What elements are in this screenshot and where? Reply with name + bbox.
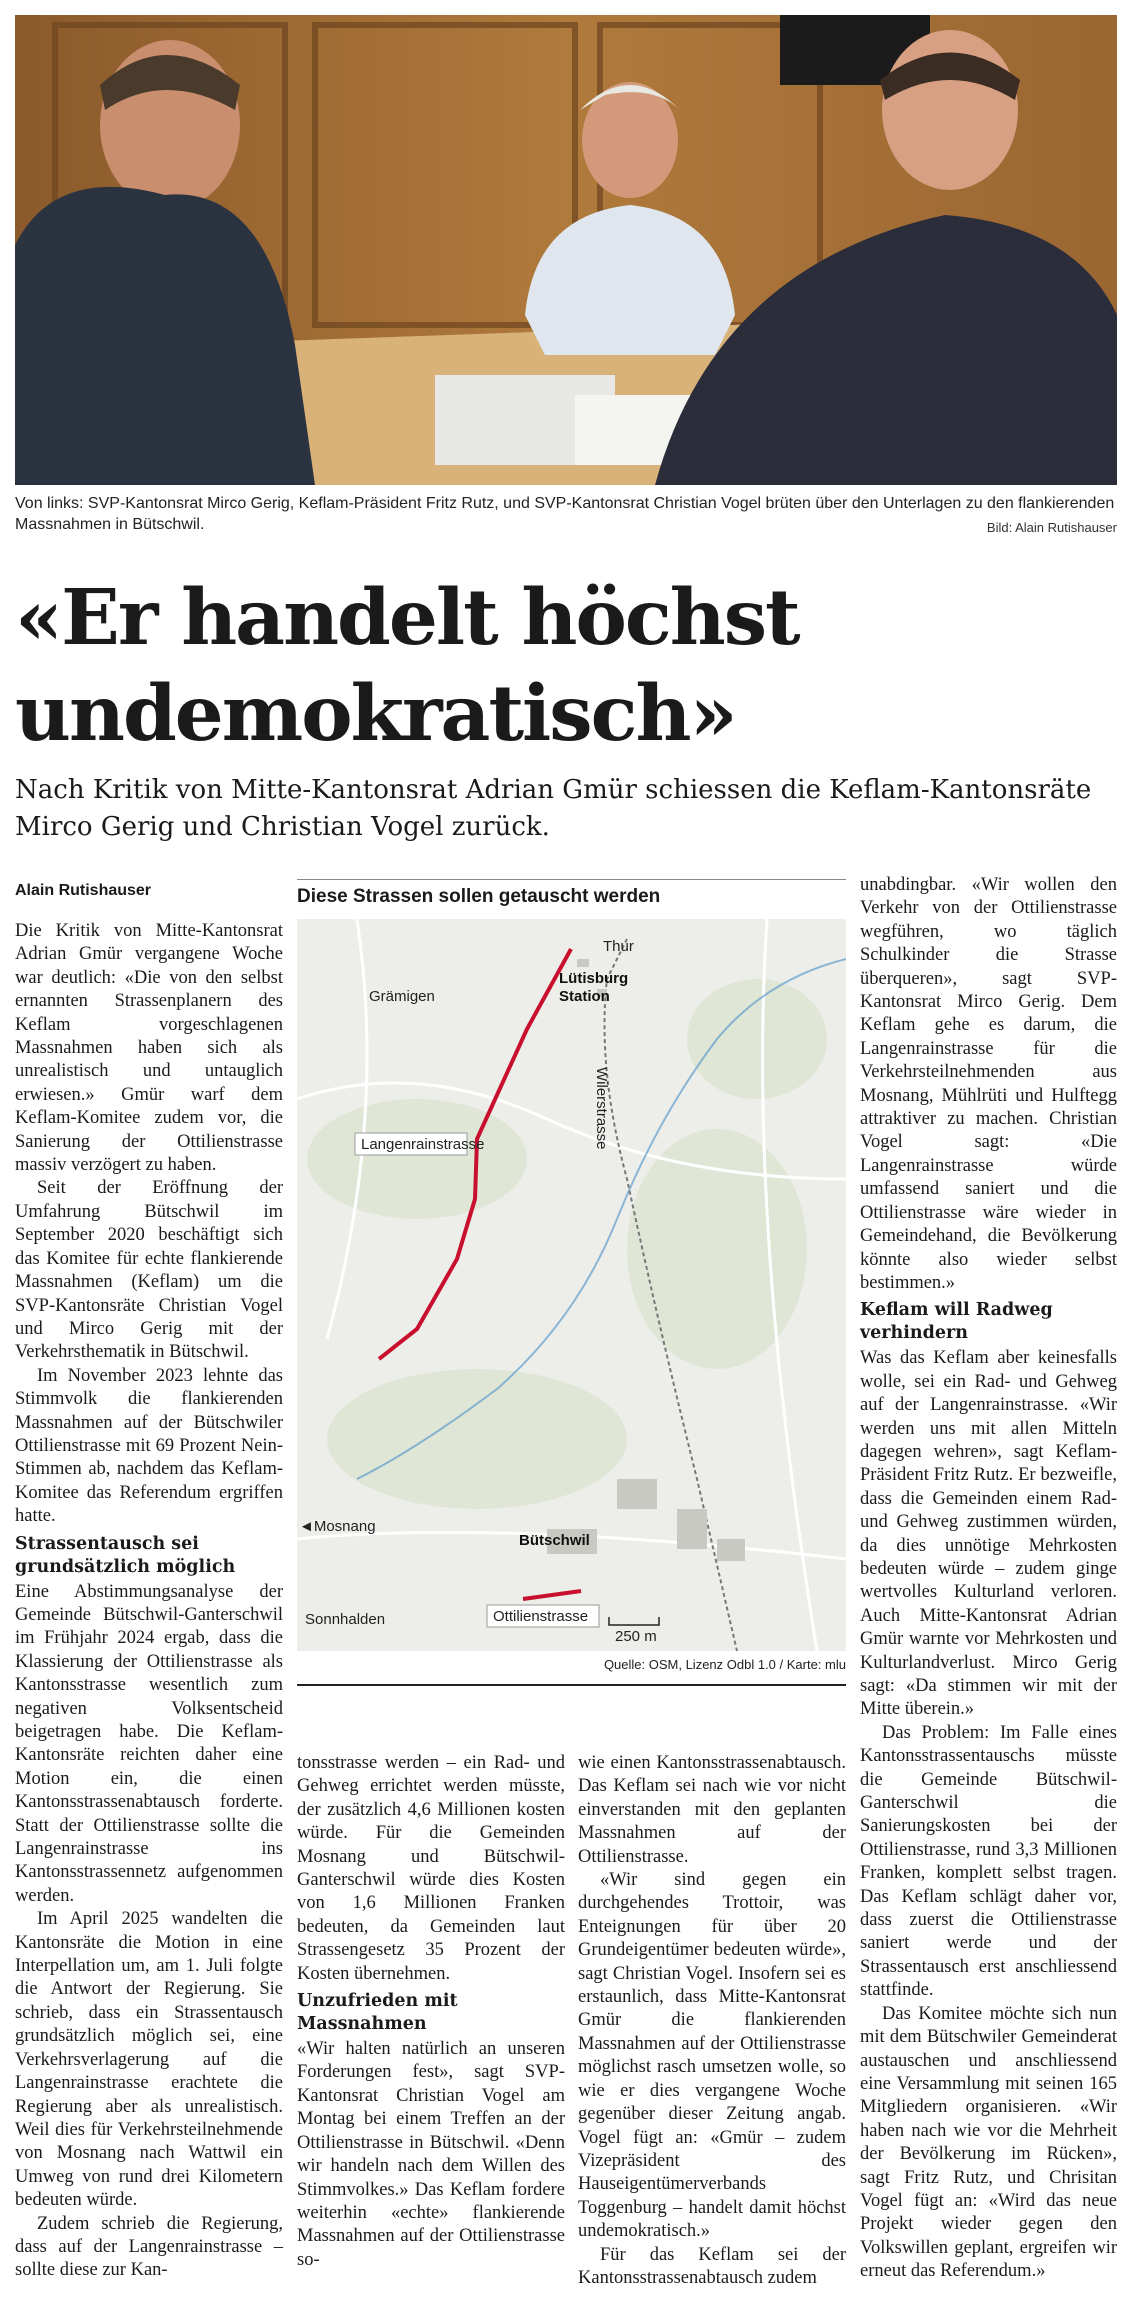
subheading: Unzufrieden mit Massnahmen <box>297 1991 458 2035</box>
label-wilerstrasse: Wilerstrasse <box>593 1067 610 1150</box>
label-luetisburg: Lütisburg <box>559 970 629 987</box>
paragraph: «Wir halten natürlich an unseren Forderungen fest», sagt SVP-Kantonsrat Christian Vogel am Montag bei einem Treffen an der Ottilienstrasse in Bütschwil. «Denn wir handeln nach dem Willen des Stimmvolkes.» Das Keflam fordere weiterhin «echte» flankierende Massnahmen auf der Ottilienstrasse so- <box>297 2039 565 2270</box>
label-buetschwil: Bütschwil <box>519 1532 590 1549</box>
column-3 <box>578 1752 846 2290</box>
paragraph: Das Problem: Im Falle eines Kantonsstrassentauschs müsste die Gemeinde Bütschwil-Ganterschwil die Sanierungskosten bei der Ottilienstrasse, rund 3,3 Millionen Franken, komplett selbst tragen. Das Keflam schlägt daher vor, dass zuerst die Ottilienstrasse saniert werde und der Strassentausch erst anschliessend stattfinde. <box>860 1722 1117 2001</box>
paragraph: Das Komitee möchte sich nun mit dem Bütschwiler Gemeinderat austauschen und anschliessend eine Versammlung mit seinen 165 Mitgliedern organisieren. «Wir haben nach wie vor die Mehrheit der Bevölkerung im Rücken», sagt Fritz Rutz, und Chrisitan Vogel fügt an: «Wird das neue Projekt wieder gegen den Volkswillen geplant, ergreifen wir erneut das Referendum.» <box>860 2003 1117 2282</box>
map-divider <box>297 1684 846 1686</box>
photo-caption <box>15 493 1117 535</box>
lead-text: Nach Kritik von Mitte-Kantonsrat Adrian Gmür schiessen die Keflam-Kantonsräte Mirco Gerig und Christian Vogel zurück. <box>15 775 1092 842</box>
label-thur: Thur <box>603 938 634 955</box>
paragraph: Im November 2023 lehnte das Stimmvolk die flankierenden Massnahmen auf der Bütschwiler Ottilienstrasse mit 69 Prozent Nein-Stimmen ab, nachdem das Keflam-Komitee das Referendum ergriffen hatte. <box>15 1365 283 1527</box>
caption-text: Von links: SVP-Kantonsrat Mirco Gerig, Keflam-Präsident Fritz Rutz, und SVP-Kantonsrat Christian Vogel brüten über den Unterlagen zu den flankierenden Massnahmen in Bütschwil. <box>15 495 1115 533</box>
paragraph: Zudem schrieb die Regierung, dass auf der Langenrainstrasse – sollte diese zur Kan- <box>15 2213 283 2281</box>
paragraph: tonsstrasse werden – ein Rad- und Gehweg errichtet werden müsste, der zusätzlich 4,6 Millionen kosten würde. Für die Gemeinden Mosnang und Bütschwil-Ganterschwil würde dies Kosten von 1,6 Millionen Franken bedeuten, da Gemeinden laut Strassengesetz 35 Prozent der Kosten übernehmen. <box>297 1753 565 1984</box>
column-1 <box>15 920 283 2283</box>
label-mosnang: ◄Mosnang <box>299 1518 376 1535</box>
map-title: Diese Strassen sollen getauscht werden <box>297 879 846 908</box>
paragraph: wie einen Kantonsstrassenabtausch. Das Keflam sei nach wie vor nicht einverstanden mit den geplanten Massnahmen auf der Ottilienstrasse. <box>578 1753 846 1867</box>
map-graphic <box>297 879 846 1691</box>
label-graemigen: Grämigen <box>369 988 435 1005</box>
paragraph: Die Kritik von Mitte-Kantonsrat Adrian Gmür vergangene Woche war deutlich: «Die von den selbst ernannten Strassenplanern des Keflam vorgeschlagenen Massnahmen haben sich als unrealistisch und untauglich erwiesen.» Gmür warf dem Keflam-Komitee zudem vor, die Sanierung der Ottilienstrasse massiv verzögert zu haben. <box>15 921 283 1176</box>
photo-credit: Bild: Alain Rutishauser <box>986 520 1117 535</box>
headline: «Er handelt höchst undemokratisch» <box>15 573 799 759</box>
label-sonnhalden: Sonnhalden <box>305 1611 386 1628</box>
label-ottilienstrasse: Ottilienstrasse <box>493 1608 589 1625</box>
paragraph: Für das Keflam sei der Kantonsstrassenabtausch zudem <box>578 2244 846 2288</box>
label-station: Station <box>559 988 610 1005</box>
map-svg <box>297 919 846 1651</box>
column-2 <box>297 1752 565 2272</box>
photo-illustration <box>15 15 1117 485</box>
subheading: Strassentausch sei grundsätzlich möglich <box>15 1533 236 1577</box>
paragraph: Was das Keflam aber keinesfalls wolle, sei ein Rad- und Gehweg auf der Langenrainstrasse. «Wir werden uns mit allen Mitteln dagegen wehren», sagt Keflam-Präsident Fritz Rutz. Er bezweifle, dass die Gemeinden einem Rad- und Gehweg zustimmen würden, da dies unnötige Mehrkosten bedeuten würde – zudem ginge wertvolles Kulturland verloren. Auch Mitte-Kantonsrat Adrian Gmür warnte vor Mehrkosten und Kulturlandverlust. Mirco Gerig sagt: «Da stimmen wir mit der Mitte überein.» <box>860 1348 1117 1720</box>
paragraph: Seit der Eröffnung der Umfahrung Bütschwil im September 2020 beschäftigt sich das Komitee für echte flankierende Massnahmen (Keflam) um die SVP-Kantonsräte Christian Vogel und Mirco Gerig mit der Verkehrsthematik in Bütschwil. <box>15 1178 283 1363</box>
paragraph: Im April 2025 wandelten die Kantonsräte die Motion in eine Interpellation um, am 1. Juli folgte die Antwort der Regierung. Sie schrieb, dass ein Strassentausch grundsätzlich möglich sei, eine Verkehrsverlagerung auf die Langenrainstrasse erachtete die Regierung aber als unrealistisch. Weil dies für Verkehrsteilnehmende von Mosnang nach Wattwil ein Umweg von rund drei Kilometern bedeuten würde. <box>15 1909 283 2211</box>
paragraph: «Wir sind gegen ein durchgehendes Trottoir, was Enteignungen für über 20 Grundeigentümer bedeuten würde», sagt Christian Vogel. Insofern sei es erstaunlich, dass Mitte-Kantonsrat Gmür die flankierenden Massnahmen auf der Ottilienstrasse möglichst rasch umsetzen wolle, so wie er dies vergangene Woche gegenüber dieser Zeitung angab. Vogel fügt an: «Gmür – zudem Vizepräsident des Hauseigentümerverbands Toggenburg – handelt damit höchst undemokratisch.» <box>578 1870 846 2242</box>
label-langenrainstrasse: Langenrainstrasse <box>361 1136 485 1153</box>
subheading: Keflam will Radweg verhindern <box>860 1300 1053 1344</box>
article-photo <box>15 15 1117 485</box>
author: Alain Rutishauser <box>15 882 152 899</box>
map-source: Quelle: OSM, Lizenz Odbl 1.0 / Karte: mlu <box>603 1657 846 1672</box>
scale-label: 250 m <box>615 1628 657 1645</box>
paragraph: Eine Abstimmungsanalyse der Gemeinde Bütschwil-Ganterschwil im Frühjahr 2024 ergab, dass die Klassierung der Ottilienstrasse als Kantonsstrasse wesentlich zum negativen Volksentscheid beigetragen habe. Die Keflam-Kantonsräte reichten daher eine Motion ein, die einen Kantonsstrassenabtausch forderte. Statt der Ottilienstrasse sollte die Langenrainstrasse ins Kantonsstrassennetz aufgenommen werden. <box>15 1581 283 1906</box>
paragraph: unabdingbar. «Wir wollen den Verkehr von der Ottilienstrasse wegführen, wo täglich Schulkinder die Strasse überqueren», sagt SVP-Kantonsrat Mirco Gerig. Dem Keflam gehe es darum, die Langenrainstrasse für die Verkehrsteilnehmenden aus Mosnang, Mühlrüti und Hulftegg attraktiver zu machen. Christian Vogel sagt: «Die Langenrainstrasse würde umfassend saniert und die Ottilienstrasse wäre wieder in Gemeindehand, die Bevölkerung könnte also wieder selbst bestimmen.» <box>860 875 1117 1293</box>
column-4 <box>860 874 1117 2284</box>
